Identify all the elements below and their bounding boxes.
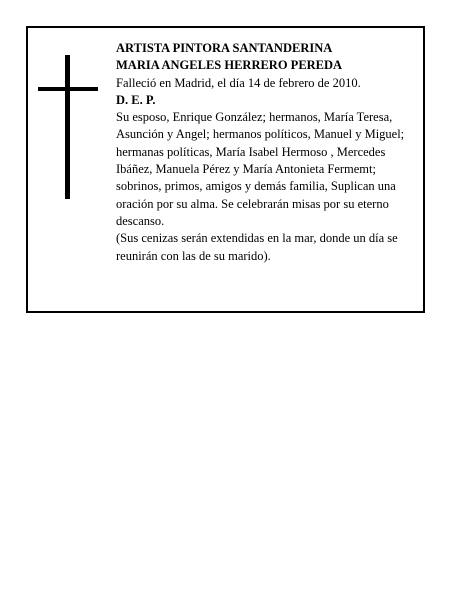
rip-line: D. E. P. [116,92,156,107]
cross-vertical-bar [65,55,70,199]
notice-text [116,40,422,265]
cross-horizontal-bar [38,87,98,91]
obituary-notice [26,26,425,313]
cross-icon [38,55,98,199]
ashes-note: (Sus cenizas serán extendidas en la mar, donde un día se reunirán con las de su marido). [116,231,398,263]
family-paragraph: Su esposo, Enrique González; hermanos, María Teresa, Asunción y Angel; hermanos políticos, Manuel y Miguel; hermanas políticas, María Isabel Hermoso , Mercedes Ibáñez, Manuela Pérez y María Antonieta Fermemt; sobrinos, primos, amigos y demás familia, Suplican una oración por su alma. Se celebrarán misas por su eterno descanso. [116,110,405,228]
notice-heading-title: ARTISTA PINTORA SANTANDERINA [116,41,333,55]
notice-heading-name: MARIA ANGELES HERRERO PEREDA [116,58,343,73]
death-line: Falleció en Madrid, el día 14 de febrero de 2010. [116,75,361,90]
